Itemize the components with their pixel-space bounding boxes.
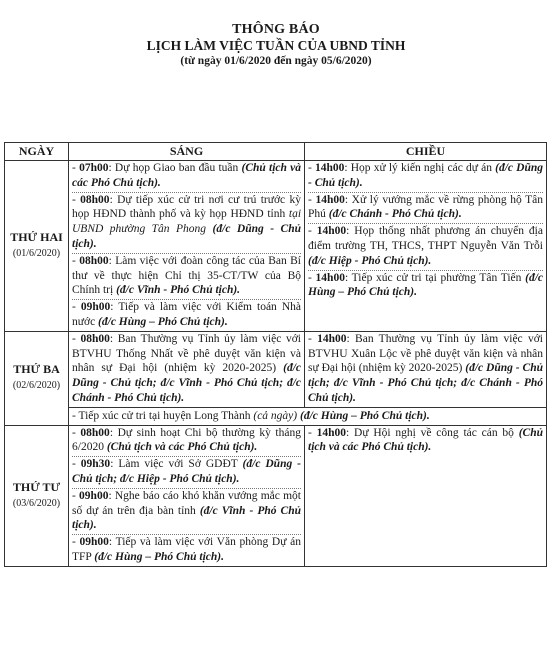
date-range: (từ ngày 01/6/2020 đến ngày 05/6/2020) [180, 55, 372, 67]
schedule-item: - 14h00: Dự Hội nghị về công tác cán bộ (Chủ tịch và các Phó Chủ tịch). [308, 426, 543, 454]
morning-cell [69, 331, 305, 407]
col-header-afternoon: CHIỀU [305, 143, 547, 161]
header-row [5, 143, 547, 161]
schedule-item: - 09h30: Làm việc với Sở GDĐT (đ/c Dũng - Chủ tịch; đ/c Hiệp - Phó Chủ tịch). [72, 457, 301, 489]
day-name: THỨ HAI [10, 230, 63, 245]
schedule-subtitle: LỊCH LÀM VIỆC TUẦN CỦA UBND TỈNH [146, 38, 406, 53]
schedule-item: - 08h00: Ban Thường vụ Tỉnh ủy làm việc với BTVHU Thống Nhất về phê duyệt văn kiện và nhân sự Đại hội (nhiệm kỳ 2020-2025) (đ/c Dũng - Chủ tịch; đ/c Vĩnh - Phó Chủ tịch; đ/c Chánh - Phó Chủ tịch). [72, 332, 301, 404]
schedule-item: - 14h00: Xử lý vướng mắc về rừng phòng hộ Tân Phú (đ/c Chánh - Phó Chủ tịch). [308, 193, 543, 225]
schedule-item: - 14h00: Họp thống nhất phương án chuyển địa điểm trường TH, THCS, THPT Nguyễn Văn Trỗi (đ/c Hiệp - Phó Chủ tịch). [308, 224, 543, 270]
day-cell [5, 331, 69, 425]
schedule-item: - 09h00: Tiếp và làm việc với Kiểm toán Nhà nước (đ/c Hùng – Phó Chủ tịch). [72, 301, 301, 328]
schedule-table [4, 142, 547, 567]
schedule-item: - 08h00: Làm việc với đoàn công tác của Ban Bí thư về thực hiện Chỉ thị 35-CT/TW của Bộ Chính trị (đ/c Vĩnh - Phó Chủ tịch). [72, 254, 301, 300]
notice-title: THÔNG BÁO [232, 22, 320, 37]
col-header-morning: SÁNG [69, 143, 305, 161]
schedule-item: - 07h00: Dự họp Giao ban đầu tuần (Chủ tịch và các Phó Chủ tịch). [72, 161, 301, 193]
schedule-item: - 08h00: Dự tiếp xúc cử tri nơi cư trú trước kỳ họp HĐND thành phố và kỳ họp HĐND tỉnh tại UBND phường Tân Phong (đ/c Dũng - Chủ tịch). [72, 193, 301, 254]
schedule-item: - 14h00: Tiếp xúc cử tri tại phường Tân Tiến (đ/c Hùng – Phó Chủ tịch). [308, 271, 543, 299]
schedule-item: - 14h00: Họp xử lý kiến nghị các dự án (đ/c Dũng - Chủ tịch). [308, 161, 543, 193]
schedule-item: - 14h00: Ban Thường vụ Tỉnh ủy làm việc với BTVHU Xuân Lộc về phê duyệt văn kiện và nhân sự Đại hội (nhiệm kỳ 2020-2025) (đ/c Dũng - Chủ tịch; đ/c Vĩnh - Phó Chủ tịch; đ/c Chánh - Phó Chủ tịch). [308, 332, 543, 404]
schedule-item: - 08h00: Dự sinh hoạt Chi bộ thường kỳ tháng 6/2020 (Chủ tịch và các Phó Chủ tịch). [72, 426, 301, 458]
afternoon-cell [305, 161, 547, 332]
morning-cell [69, 161, 305, 332]
afternoon-cell [305, 331, 547, 407]
day-row-monday [5, 161, 547, 332]
day-row-tuesday [5, 331, 547, 407]
morning-cell [69, 425, 305, 566]
day-name: THỨ BA [13, 362, 60, 377]
afternoon-cell [305, 425, 547, 566]
day-name: THỨ TƯ [12, 479, 61, 494]
day-date: (01/6/2020) [12, 247, 61, 259]
day-date: (03/6/2020) [12, 497, 61, 509]
day-cell [5, 161, 69, 332]
full-day-cell: - Tiếp xúc cử tri tại huyện Long Thành (cả ngày) (đ/c Hùng – Phó Chủ tịch). [69, 407, 547, 425]
schedule-item: - 09h00: Tiếp và làm việc với Văn phòng Dự án TFP (đ/c Hùng – Phó Chủ tịch). [72, 536, 301, 563]
day-date: (02/6/2020) [12, 380, 61, 392]
col-header-day: NGÀY [5, 143, 69, 161]
schedule-item: - 09h00: Nghe báo cáo khó khăn vướng mắc một số dự án trên địa bàn tỉnh (đ/c Vĩnh - Phó Chủ tịch). [72, 489, 301, 535]
day-row-wednesday [5, 425, 547, 566]
day-cell [5, 425, 69, 566]
full-day-row [5, 407, 547, 425]
